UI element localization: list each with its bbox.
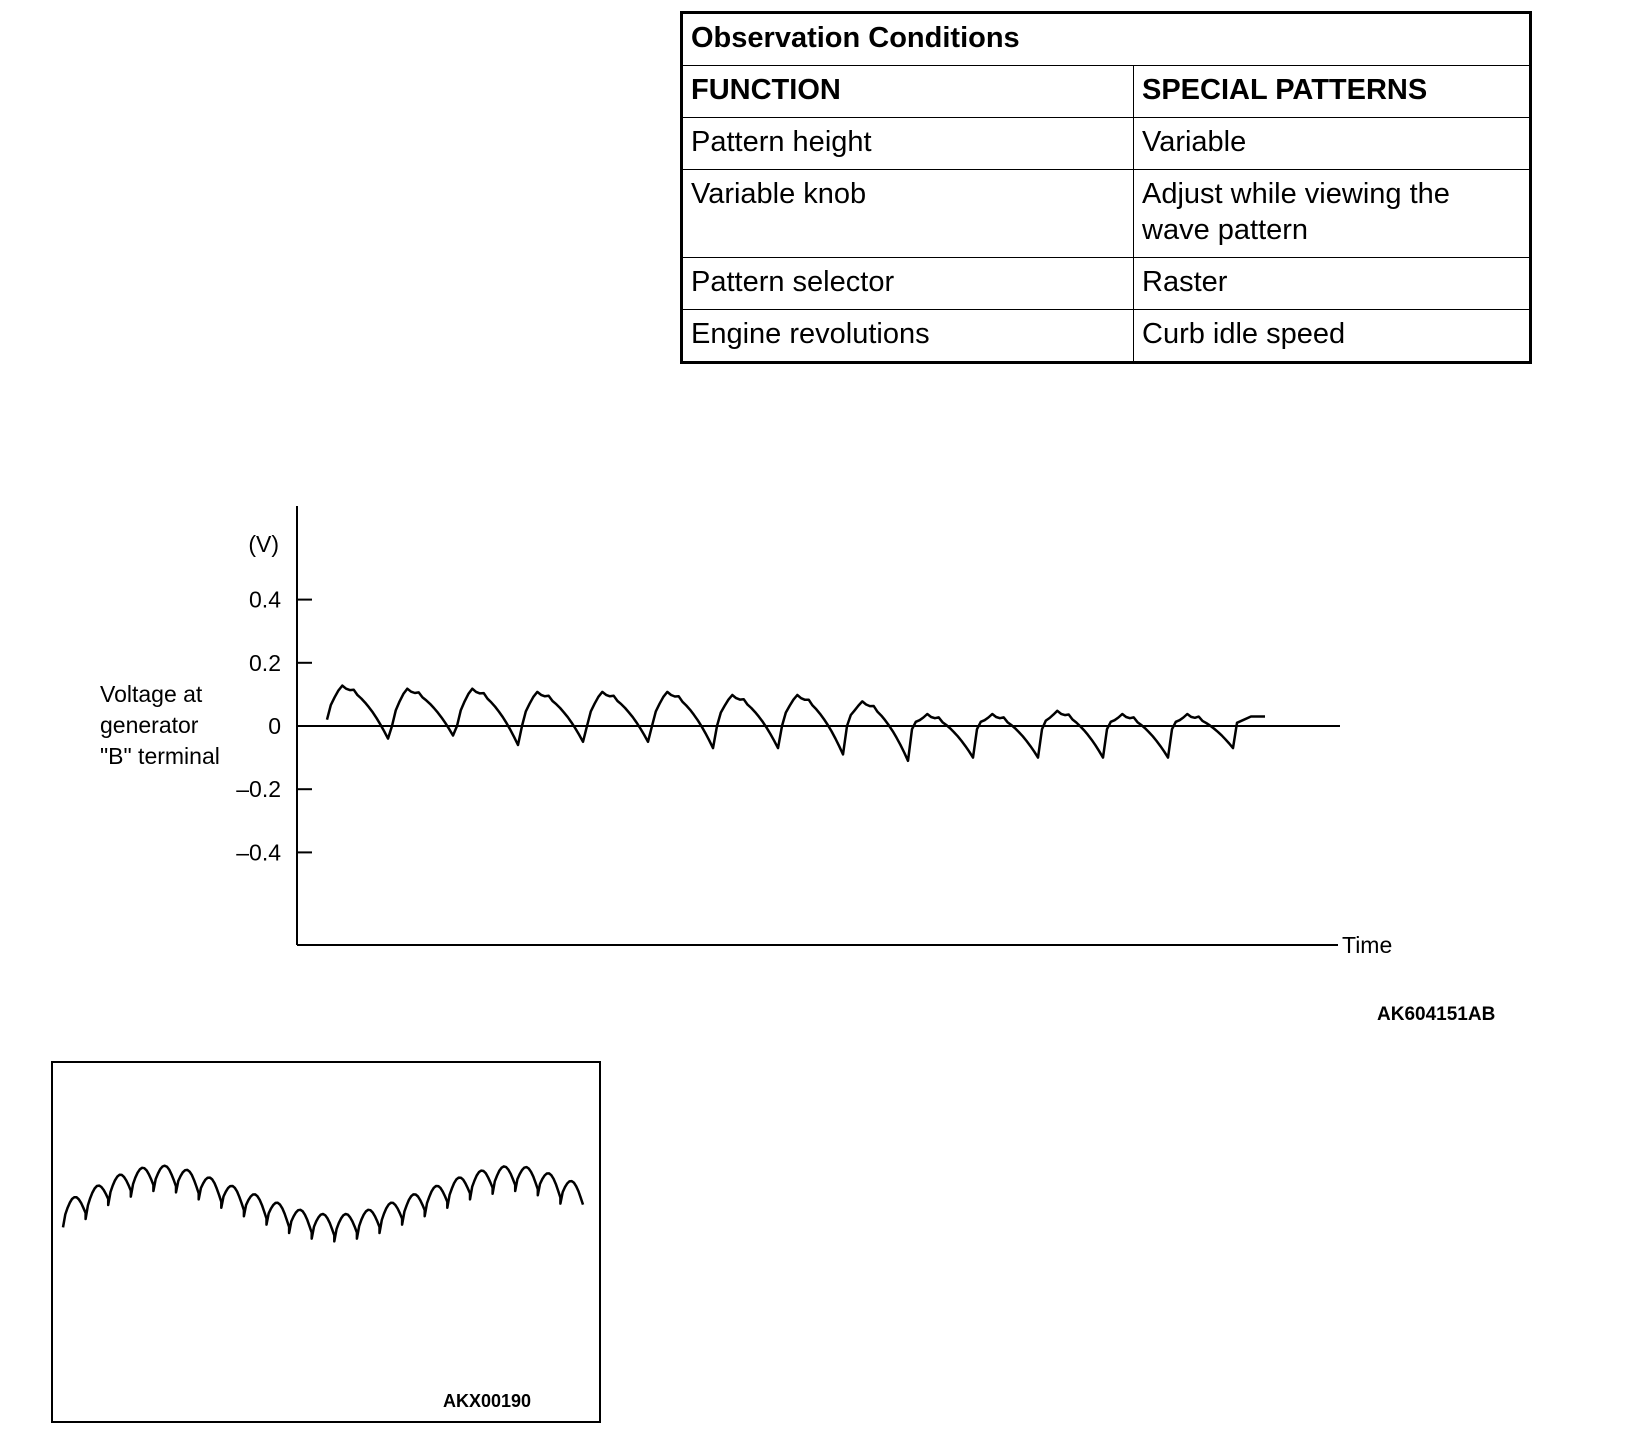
header-special-patterns: SPECIAL PATTERNS: [1134, 66, 1531, 118]
header-function: FUNCTION: [682, 66, 1134, 118]
table-header-row: [682, 66, 1531, 118]
table-title-row: [682, 13, 1531, 66]
inset-waveform-line: [63, 1166, 583, 1242]
y-tick-label: –0.4: [236, 839, 281, 866]
inset-waveform-box: [51, 1061, 601, 1423]
waveform-series-line: [327, 686, 1265, 761]
y-tick-label: 0.2: [249, 649, 281, 676]
figure-code: AK604151AB: [1377, 1004, 1496, 1025]
y-tick-label: 0: [268, 713, 281, 739]
y-tick-label: 0.4: [249, 586, 281, 613]
y-tick-label: –0.2: [236, 776, 281, 803]
table-row: [682, 170, 1531, 258]
table-cell: Engine revolutions: [682, 310, 1134, 363]
inset-waveform-svg: [53, 1063, 598, 1420]
observation-conditions-table: [680, 11, 1532, 364]
y-axis-label-line: Voltage at: [100, 681, 203, 707]
table-row: [682, 258, 1531, 310]
table-cell: Raster: [1134, 258, 1531, 310]
x-axis-label: Time: [1342, 932, 1393, 958]
table-title: Observation Conditions: [682, 13, 1531, 66]
table-cell: Variable knob: [682, 170, 1134, 258]
table-cell: Pattern height: [682, 118, 1134, 170]
y-axis-label-line: generator: [100, 712, 199, 738]
table-row: [682, 118, 1531, 170]
y-axis-label-line: "B" terminal: [100, 743, 220, 769]
table-row: [682, 310, 1531, 363]
table-cell: Curb idle speed: [1134, 310, 1531, 363]
voltage-waveform-chart: [0, 460, 1632, 960]
table-cell: Pattern selector: [682, 258, 1134, 310]
unit-label: (V): [248, 531, 279, 557]
table-cell: Adjust while viewing the wave pattern: [1134, 170, 1531, 258]
table-cell: Variable: [1134, 118, 1531, 170]
inset-code: AKX00190: [443, 1391, 532, 1411]
